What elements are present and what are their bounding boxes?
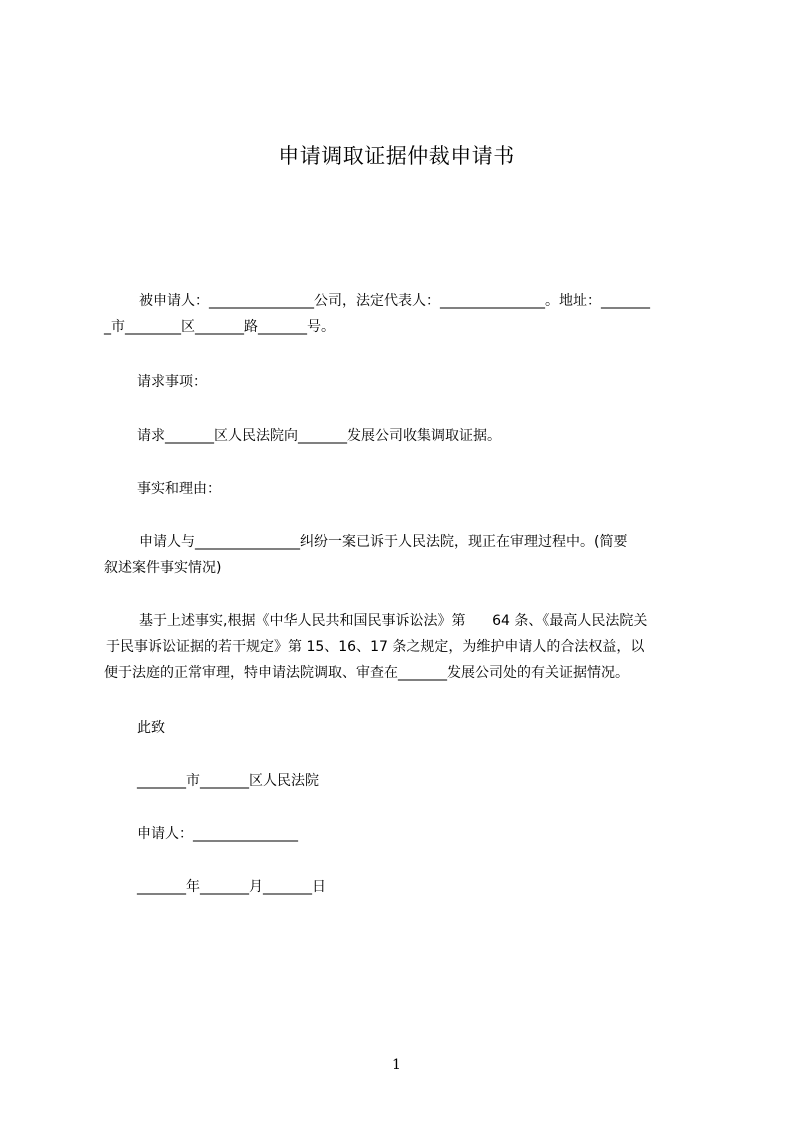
claims-text: 请求_______区人民法院向_______发展公司收集调取证据。 — [137, 428, 501, 444]
facts-line-2: 叙述案件事实情况) — [104, 560, 222, 576]
basis-line-3: 便于法庭的正常审理，特申请法院调取、审查在_______发展公司处的有关证据情况。 — [104, 665, 629, 681]
claims-heading: 请求事项： — [137, 374, 207, 390]
respondent-line-1: 被申请人：_______________公司，法定代表人：_______________。地址：_______ — [139, 293, 650, 309]
respondent-line-2: _市________区_______路_______号。 — [104, 319, 335, 335]
document-title: 申请调取证据仲裁申请书 — [278, 144, 515, 168]
facts-line-1: 申请人与_______________纠纷一案已诉于人民法院，现正在审理过程中。(简要 — [139, 534, 628, 550]
date-line: _______年_______月_______日 — [137, 879, 326, 895]
basis-line-1: 基于上述事实,根据《中华人民共和国民事诉讼法》第 64 条、《最高人民法院关 — [139, 613, 648, 629]
page-number: 1 — [392, 1057, 401, 1073]
basis-line-2: 于民事诉讼证据的若干规定》第 15、16、17 条之规定，为维护申请人的合法权益，以 — [106, 639, 645, 655]
court-name: _______市_______区人民法院 — [137, 773, 319, 789]
applicant-signature: 申请人：_______________ — [137, 826, 298, 842]
closing-salutation: 此致 — [137, 720, 165, 736]
facts-heading: 事实和理由： — [137, 481, 221, 497]
